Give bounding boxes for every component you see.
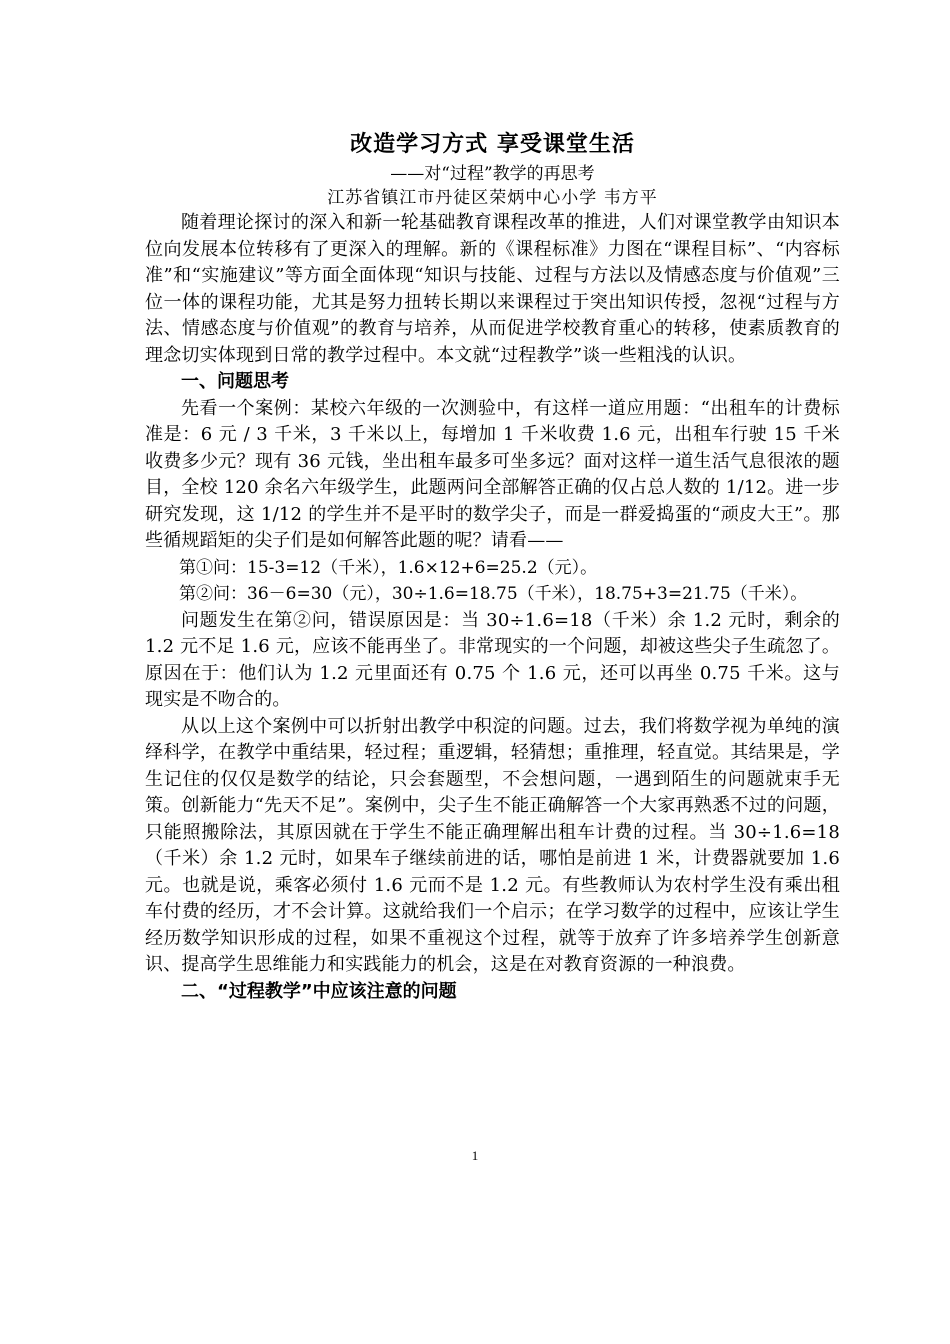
question-1-solution: 第①问：15-3=12（千米），1.6×12+6=25.2（元）。 [179, 557, 598, 578]
reflection-paragraph: 从以上这个案例中可以折射出教学中积淀的问题。过去，我们将数学视为单纯的演绎科学，在教学中重结果，轻过程；重逻辑，轻猜想；重推理，轻直觉。其结果是，学生记住的仅仅是数学的结论，只会套题型，不会想问题，一遇到陌生的问题就束手无策。创新能力“先天不足”。案例中，尖子生不能正确解答一个大家再熟悉不过的问题，只能照搬除法，其原因就在于学生不能正确理解出租车计费的过程。当 30÷1.6=18（千米）余 1.2 元时，如果车子继续前进的话，哪怕是前进 1 米，计费器就要加 1.6 元。也就是说，乘客必须付 1.6 元而不是 1.2 元。有些教师认为农村学生没有乘出租车付费的经历，才不会计算。这就给我们一个启示；在学习数学的过程中，应该让学生经历数学知识形成的过程，如果不重视这个过程，就等于放弃了许多培养学生创新意识、提高学生思维能力和实践能力的机会，这是在对教育资源的一种浪费。 [145, 715, 840, 975]
document-page [145, 130, 840, 1005]
page-number: 1 [471, 1148, 479, 1163]
document-subtitle: ——对“过程”教学的再思考 [390, 164, 595, 184]
problem-paragraph: 问题发生在第②问，错误原因是：当 30÷1.6=18（千米）余 1.2 元时，剩余的 1.2 元不足 1.6 元，应该不能再坐了。非常现实的一个问题，却被这些尖子生疏忽了。原因在于：他们认为 1.2 元里面还有 0.75 个 1.6 元，还可以再坐 0.75 千米。这与现实是不吻合的。 [145, 609, 841, 710]
section-heading-2: 二、“过程教学”中应该注意的问题 [181, 980, 457, 1002]
question-2-solution: 第②问：36－6=30（元），30÷1.6=18.75（千米），18.75+3=21.75（千米）。 [179, 584, 808, 604]
section-heading-1: 一、问题思考 [181, 371, 289, 392]
intro-paragraph: 随着理论探讨的深入和新一轮基础教育课程改革的推进，人们对课堂教学由知识本位向发展本位转移有了更深入的理解。新的《课程标准》力图在“课程目标”、“内容标准”和“实施建议”等方面全面体现“知识与技能、过程与方法以及情感态度与价值观”三位一体的课程功能，尤其是努力扭转长期以来课程过于突出知识传授，忽视“过程与方法、情感态度与价值观”的教育与培养，从而促进学校教育重心的转移，使素质教育的理念切实体现到日常的教学过程中。本文就“过程教学”谈一些粗浅的认识。 [145, 212, 840, 366]
author-line: 江苏省镇江市丹徒区荣炳中心小学 韦方平 [327, 188, 658, 208]
document-title: 改造学习方式 享受课堂生活 [350, 132, 635, 157]
case-paragraph: 先看一个案例：某校六年级的一次测验中，有这样一道应用题：“出租车的计费标准是：6 元 / 3 千米，3 千米以上，每增加 1 千米收费 1.6 元，出租车行驶 15 千米收费多少元？现有 36 元钱，坐出租车最多可坐多远？面对这样一道生活气息很浓的题目，全校 120 余名六年级学生，此题两问全部解答正确的仅占总人数的 1/12。进一步研究发现，这 1/12 的学生并不是平时的数学尖子，而是一群爱捣蛋的“顽皮大王”。那些循规蹈矩的尖子们是如何解答此题的呢？请看—— [145, 397, 840, 551]
